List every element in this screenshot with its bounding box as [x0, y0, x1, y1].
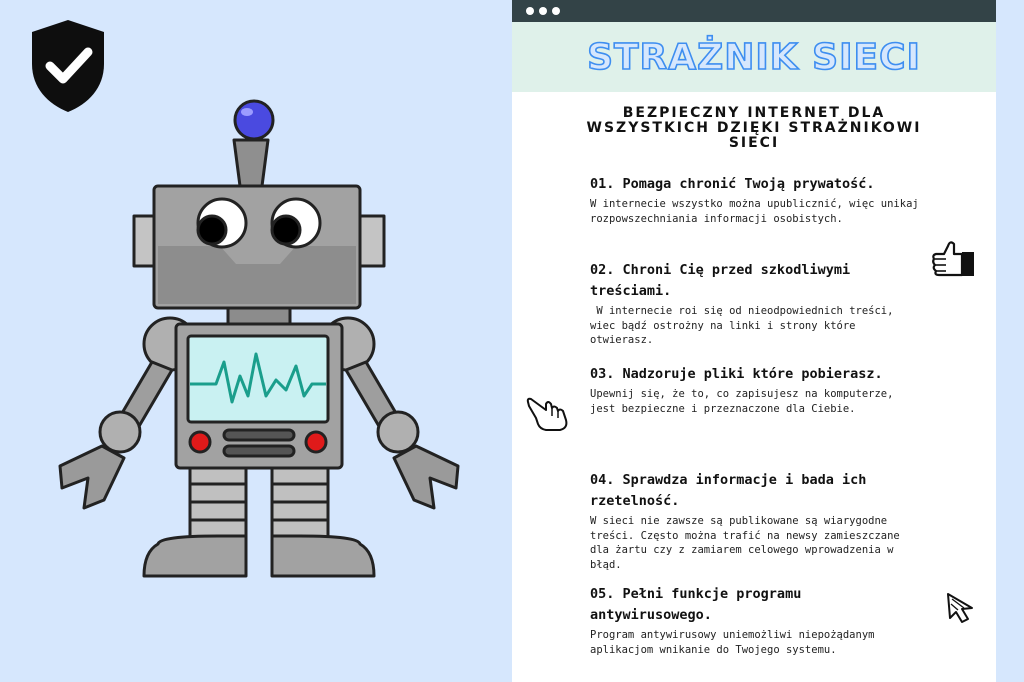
- item-text: Upewnij się, że to, co zapisujesz na komputerze, jest bezpieczne i przeznaczone dla Ciebie.: [590, 388, 900, 415]
- arrow-cursor-icon: [946, 592, 980, 624]
- list-item: [590, 260, 920, 348]
- list-item: [590, 364, 920, 416]
- item-text: W internecie roi się od nieodpowiednich treści, wiec bądź ostrożny na linki i strony które otwierasz.: [590, 305, 900, 346]
- window-titlebar: [512, 0, 996, 22]
- item-title: 05. Pełni funkcje programu antywirusowego.: [590, 586, 802, 623]
- item-text: W sieci nie zawsze są publikowane są wiarygodne treści. Często można trafić na newsy zamieszczane dla żartu czy z zamiarem celowego wprowadzenia w błąd.: [590, 515, 907, 571]
- window-dot-icon[interactable]: [539, 7, 547, 15]
- browser-window: [512, 0, 996, 682]
- robot-illustration: [40, 96, 480, 588]
- item-title: 04. Sprawdza informacje i bada ich rzetelność.: [590, 472, 867, 509]
- list-item: [590, 584, 920, 657]
- window-dot-icon[interactable]: [552, 7, 560, 15]
- thumbs-up-icon: [932, 240, 976, 278]
- list-item: [590, 174, 926, 226]
- list-item: [590, 470, 920, 572]
- item-text: W internecie wszystko można upublicznić, więc unikaj rozpowszechniania informacji osobistych.: [590, 198, 926, 225]
- header-band: [512, 22, 996, 92]
- item-title: 03. Nadzoruje pliki które pobierasz.: [590, 366, 883, 382]
- pointing-hand-icon: [526, 396, 570, 432]
- window-dot-icon[interactable]: [526, 7, 534, 15]
- item-title: 01. Pomaga chronić Twoją prywatość.: [590, 176, 875, 192]
- item-text: Program antywirusowy uniemożliwi niepożądanym aplikacjom wnikanie do Twojego systemu.: [590, 629, 881, 656]
- page-subtitle: BEZPIECZNY INTERNET DLA WSZYSTKICH DZIĘKI STRAŻNIKOWI SIECI: [586, 105, 922, 151]
- item-title: 02. Chroni Cię przed szkodliwymi treściami.: [590, 262, 851, 299]
- page-title: STRAŻNIK SIECI: [587, 36, 921, 78]
